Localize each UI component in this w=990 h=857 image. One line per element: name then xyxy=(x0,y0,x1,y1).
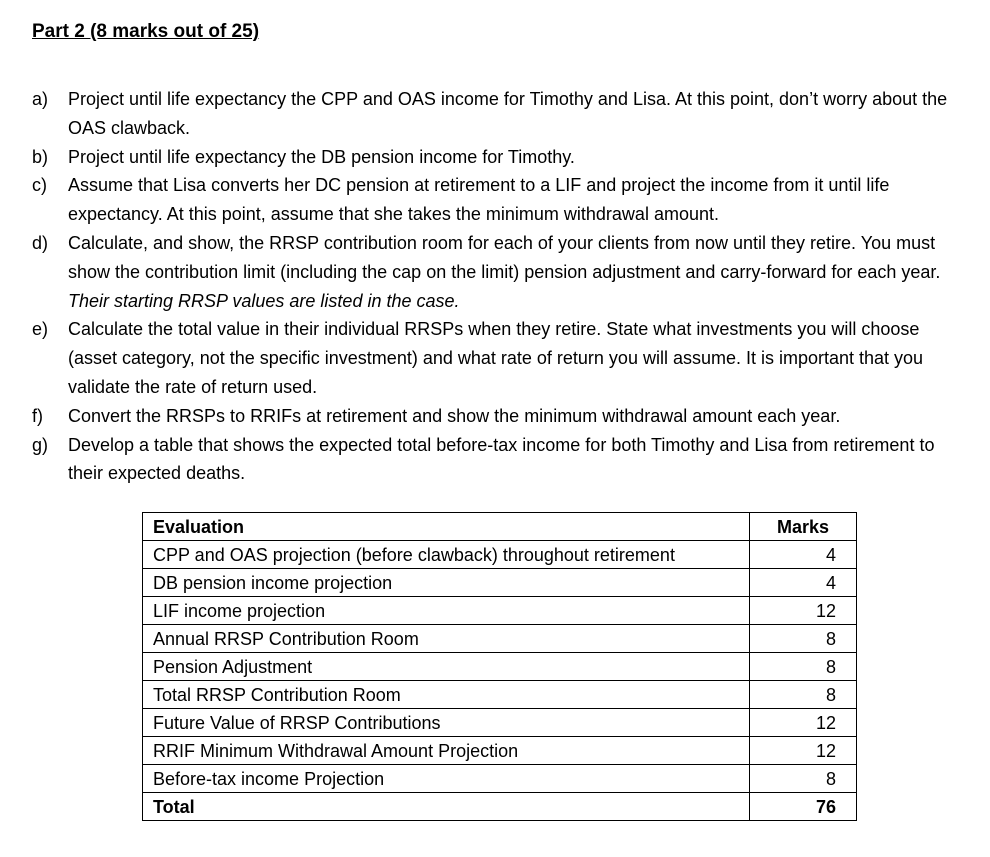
evaluation-label: Pension Adjustment xyxy=(143,653,750,681)
question-text xyxy=(68,315,967,401)
evaluation-label: Total RRSP Contribution Room xyxy=(143,681,750,709)
evaluation-label: Before-tax income Projection xyxy=(143,765,750,793)
question-body: Calculate, and show, the RRSP contribution room for each of your clients from now until they retire. You must show the contribution limit (including the cap on the limit) pension adjustment and carry-forward for each year. xyxy=(68,232,941,282)
question-body: Calculate the total value in their individual RRSPs when they retire. State what investments you will choose (asset category, not the specific investment) and what rate of return you will assume. It is important that you validate the rate of return used. xyxy=(68,319,924,397)
question-letter: e) xyxy=(32,319,49,340)
table-row xyxy=(143,681,857,709)
evaluation-table xyxy=(142,512,857,821)
evaluation-column-header: Evaluation xyxy=(143,513,750,541)
evaluation-label: CPP and OAS projection (before clawback) throughout retirement xyxy=(143,541,750,569)
table-row xyxy=(143,625,857,653)
question-letter: d) xyxy=(32,232,49,253)
table-row xyxy=(143,737,857,765)
evaluation-label: Annual RRSP Contribution Room xyxy=(143,625,750,653)
question-text xyxy=(68,171,967,229)
question-body: Develop a table that shows the expected total before-tax income for both Timothy and Lisa from retirement to their expected deaths. xyxy=(68,434,935,484)
table-row xyxy=(143,765,857,793)
table-row xyxy=(143,541,857,569)
total-label: Total xyxy=(143,793,750,821)
question-item-d xyxy=(32,229,967,315)
question-text xyxy=(68,431,967,489)
marks-value: 12 xyxy=(750,737,857,765)
question-item-a xyxy=(32,85,967,143)
table-row xyxy=(143,569,857,597)
evaluation-label: Future Value of RRSP Contributions xyxy=(143,709,750,737)
question-body: Assume that Lisa converts her DC pension at retirement to a LIF and project the income from it until life expectancy. At this point, assume that she takes the minimum withdrawal amount. xyxy=(68,175,890,225)
page-title: Part 2 (8 marks out of 25) xyxy=(32,21,260,42)
marks-value: 4 xyxy=(750,569,857,597)
question-body: Project until life expectancy the DB pension income for Timothy. xyxy=(68,146,575,167)
marks-value: 8 xyxy=(750,765,857,793)
marks-value: 4 xyxy=(750,541,857,569)
question-text xyxy=(68,229,967,315)
question-item-f xyxy=(32,402,967,431)
question-letter: a) xyxy=(32,89,49,109)
question-letter: b) xyxy=(32,146,49,167)
marks-value: 12 xyxy=(750,709,857,737)
table-total-row xyxy=(143,793,857,821)
question-body: Convert the RRSPs to RRIFs at retirement and show the minimum withdrawal amount each year. xyxy=(68,405,841,426)
marks-value: 8 xyxy=(750,625,857,653)
total-marks: 76 xyxy=(750,793,857,821)
table-row xyxy=(143,653,857,681)
question-letter: c) xyxy=(32,175,47,196)
table-header-row xyxy=(143,513,857,541)
table-row xyxy=(143,597,857,625)
question-text xyxy=(68,85,967,143)
question-text xyxy=(68,143,967,172)
question-note: Their starting RRSP values are listed in the case. xyxy=(68,290,460,311)
question-text xyxy=(68,402,967,431)
question-item-b xyxy=(32,143,967,172)
table-row xyxy=(143,709,857,737)
question-letter: g) xyxy=(32,434,49,455)
evaluation-label: LIF income projection xyxy=(143,597,750,625)
question-letter: f) xyxy=(32,405,43,426)
question-item-g xyxy=(32,431,967,489)
question-item-e xyxy=(32,315,967,401)
question-body: Project until life expectancy the CPP and OAS income for Timothy and Lisa. At this point, don’t worry about the OAS clawback. xyxy=(68,89,948,138)
evaluation-label: DB pension income projection xyxy=(143,569,750,597)
marks-value: 8 xyxy=(750,681,857,709)
evaluation-label: RRIF Minimum Withdrawal Amount Projection xyxy=(143,737,750,765)
question-list xyxy=(32,85,967,488)
marks-column-header: Marks xyxy=(750,513,857,541)
marks-value: 12 xyxy=(750,597,857,625)
question-item-c xyxy=(32,171,967,229)
marks-value: 8 xyxy=(750,653,857,681)
